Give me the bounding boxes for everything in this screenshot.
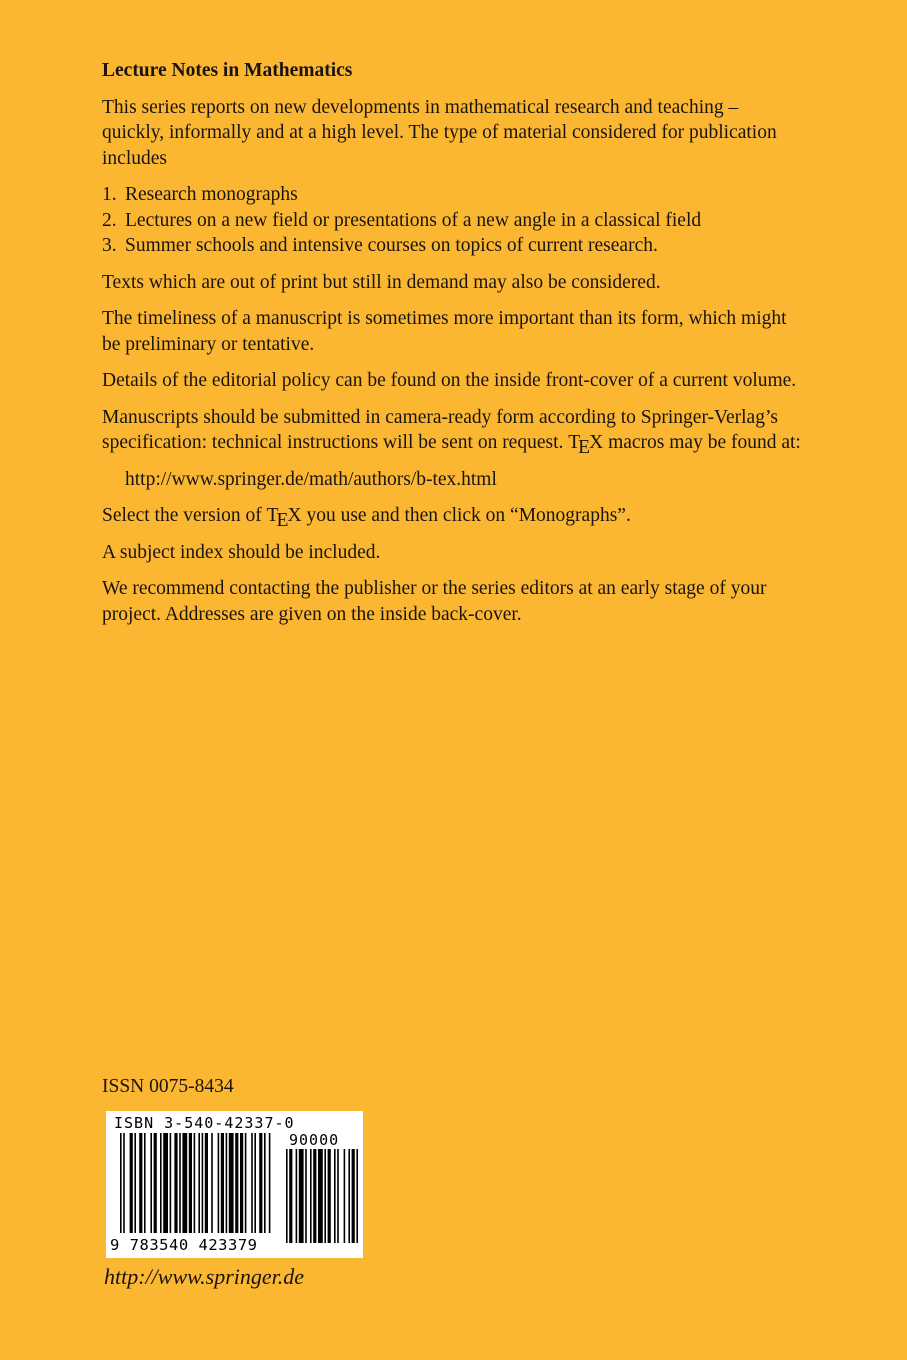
material-list [102, 182, 802, 259]
select-version-paragraph [102, 503, 802, 529]
barcode-bar [205, 1133, 208, 1233]
barcode-bar [218, 1133, 220, 1233]
barcode-bar [318, 1149, 323, 1243]
barcode-bar [198, 1133, 200, 1233]
isbn-barcode [106, 1111, 363, 1258]
barcode-bar [134, 1133, 136, 1233]
barcode-bar [170, 1133, 172, 1233]
barcode-bar [344, 1149, 346, 1243]
barcode-bar [289, 1149, 292, 1243]
barcode-bar [229, 1133, 234, 1233]
barcode-bar [123, 1133, 125, 1233]
isbn-label: ISBN 3-540-42337-0 [114, 1114, 295, 1132]
barcode-bar [251, 1133, 253, 1233]
barcode-bar [356, 1149, 358, 1243]
tex-logo: TEX [266, 505, 302, 531]
list-item [102, 233, 802, 259]
tex-logo: TEX [568, 432, 604, 458]
ean-digits: 9 783540 423379 [110, 1236, 258, 1254]
barcode-bar [120, 1133, 122, 1233]
barcode-bar [337, 1149, 339, 1243]
barcode-bar [299, 1149, 304, 1243]
issn-number: ISSN 0075-8434 [102, 1076, 234, 1097]
barcode-bar [163, 1133, 168, 1233]
list-item-number: 2. [102, 209, 117, 231]
list-item [102, 182, 802, 208]
barcode-bar [160, 1133, 162, 1233]
macros-text: macros may be found at: [608, 432, 801, 453]
barcode-bar [352, 1149, 355, 1243]
barcode-bar [235, 1133, 238, 1233]
manuscripts-text: Manuscripts should be submitted in camera-ready form according to Springer-Verlag’s specification: technical instructions will be sent on request. [102, 406, 778, 453]
ean-barcode-bars [120, 1133, 272, 1243]
barcode-bar [202, 1133, 204, 1233]
barcode-bar [328, 1149, 331, 1243]
price-code-label: 90000 [289, 1131, 340, 1149]
barcode-bar [240, 1133, 243, 1233]
barcode-bar [259, 1133, 262, 1233]
list-item [102, 208, 802, 234]
select-text-end: you use and then click on “Monographs”. [306, 505, 631, 526]
barcode-bar [313, 1149, 316, 1243]
barcode-bar [189, 1133, 192, 1233]
barcode-bar [174, 1133, 177, 1233]
subject-index-paragraph: A subject index should be included. [102, 541, 381, 563]
publisher-website[interactable]: http://www.springer.de [104, 1264, 305, 1289]
list-item-number: 3. [102, 235, 117, 256]
barcode-bar [324, 1149, 326, 1243]
timeliness-paragraph: The timeliness of a manuscript is sometimes more important than its form, which might be preliminary or tentative. [102, 308, 787, 355]
macros-url[interactable]: http://www.springer.de/math/authors/b-tex.html [125, 468, 497, 490]
manuscripts-paragraph [102, 405, 802, 456]
barcode-bar [310, 1149, 312, 1243]
barcode-bar [296, 1149, 298, 1243]
barcode-bar [286, 1149, 288, 1243]
barcode-bar [254, 1133, 256, 1233]
list-item-text: Summer schools and intensive courses on topics of current research. [125, 235, 658, 256]
select-text-start: Select the version of [102, 505, 262, 526]
list-item-number: 1. [102, 184, 117, 205]
addon-barcode-bars [286, 1149, 358, 1243]
barcode-bar [154, 1133, 157, 1233]
barcode-bar [348, 1149, 350, 1243]
series-title: Lecture Notes in Mathematics [102, 60, 353, 81]
barcode-bar [245, 1133, 247, 1233]
barcode-bar [144, 1133, 146, 1233]
barcode-bar [139, 1133, 142, 1233]
barcode-bar [305, 1149, 307, 1243]
list-item-text: Lectures on a new field or presentations of a new angle in a classical field [125, 209, 702, 231]
barcode-bar [211, 1133, 213, 1233]
barcode-bar [226, 1133, 228, 1233]
barcode-bar [269, 1133, 271, 1233]
barcode-bar [150, 1133, 152, 1233]
barcode-bar [264, 1133, 266, 1233]
editorial-policy-paragraph: Details of the editorial policy can be found on the inside front-cover of a current volume. [102, 370, 797, 391]
out-of-print-paragraph: Texts which are out of print but still in demand may also be considered. [102, 271, 661, 293]
barcode-bar [334, 1149, 336, 1243]
list-item-text: Research monographs [125, 184, 298, 205]
barcode-bar [179, 1133, 181, 1233]
barcode-bar [221, 1133, 224, 1233]
barcode-bar [130, 1133, 133, 1233]
recommend-paragraph: We recommend contacting the publisher or the series editors at an early stage of your project. Addresses are given on the inside back-cover. [102, 578, 767, 625]
barcode-bar [194, 1133, 196, 1233]
back-cover-text [102, 58, 802, 638]
barcode-bar [182, 1133, 187, 1233]
intro-paragraph: This series reports on new developments in mathematical research and teaching – quickly, informally and at a high level. The type of material considered for publication includes [102, 96, 777, 169]
